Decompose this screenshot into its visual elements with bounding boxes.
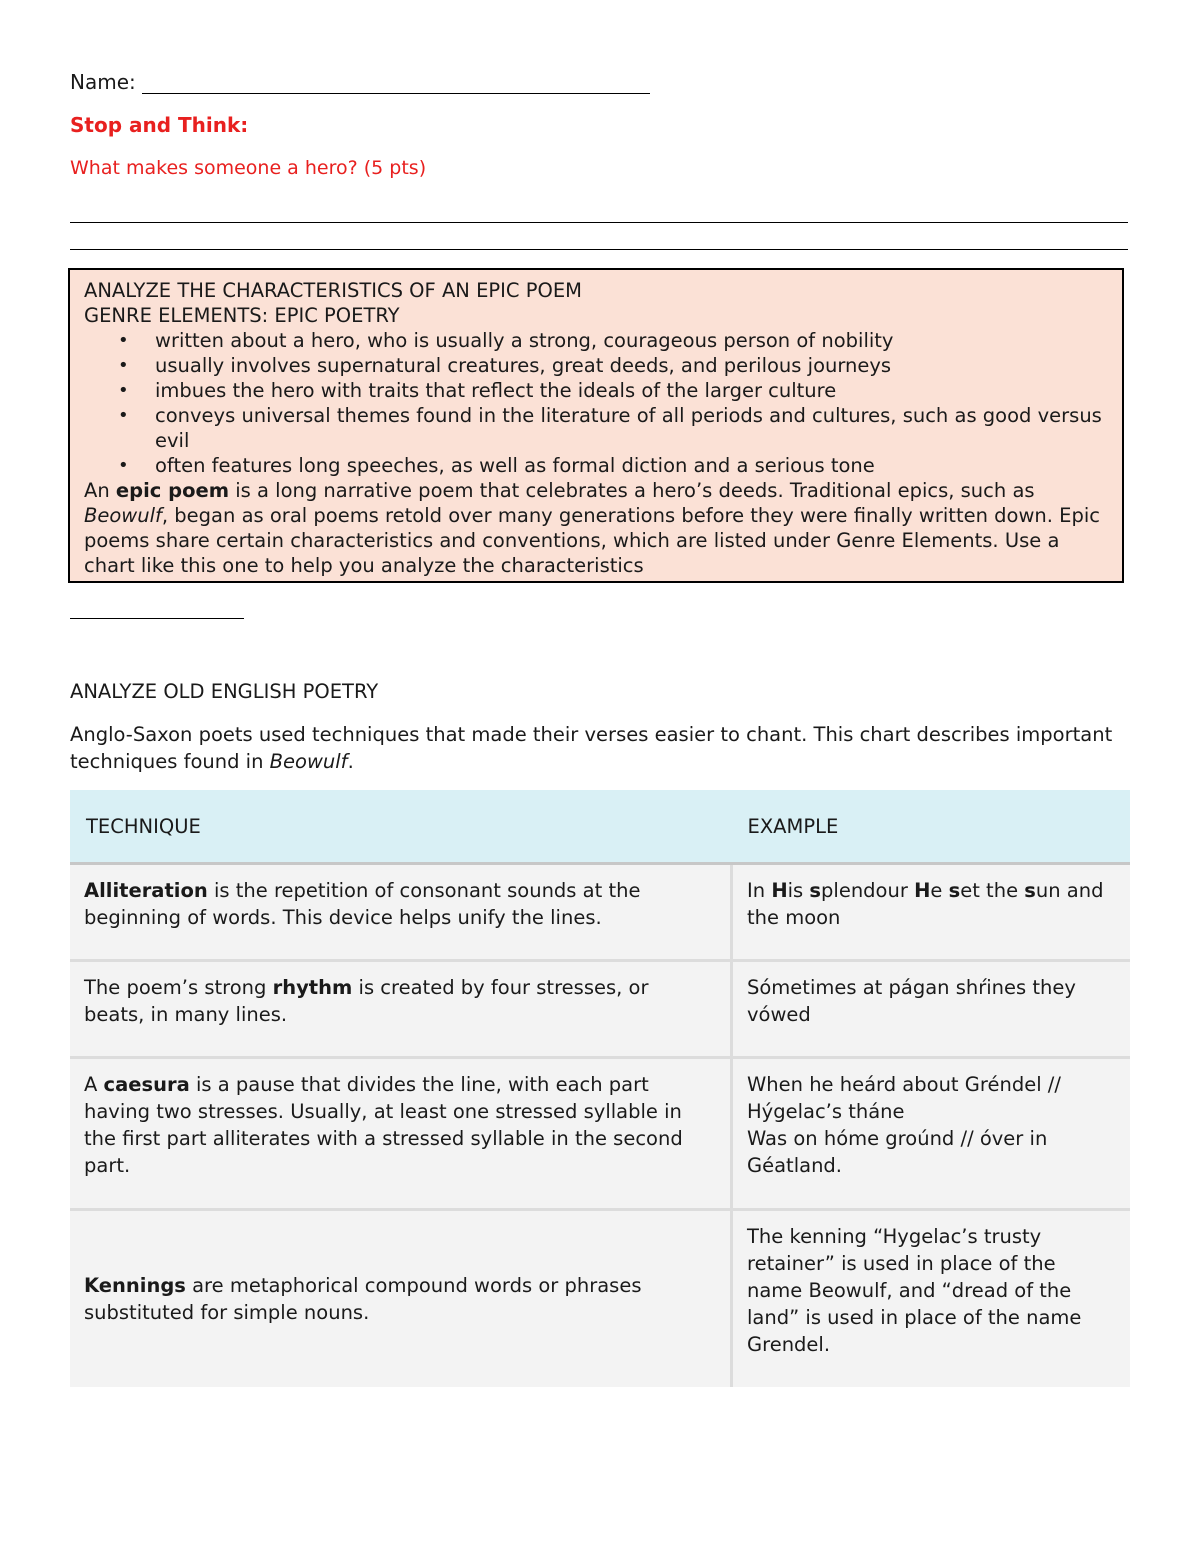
table-row bbox=[70, 961, 1130, 1058]
example-cell: The kenning “Hygelac’s trusty retainer” is used in place of the name Beowulf, and “dread of the land” is used in place of the name Grendel. bbox=[732, 1210, 1131, 1387]
bullet-icon: • bbox=[118, 380, 129, 401]
bullet-text: imbues the hero with traits that reflect the ideals of the larger culture bbox=[155, 379, 837, 402]
answer-line-2[interactable] bbox=[70, 249, 1128, 250]
epic-poem-term: epic poem bbox=[115, 479, 230, 502]
example-cell: Sómetimes at págan shŕines they vówed bbox=[732, 961, 1131, 1058]
short-divider-line bbox=[70, 618, 244, 619]
name-field-line[interactable] bbox=[142, 71, 650, 94]
list-item bbox=[84, 403, 1110, 453]
beowulf-title: Beowulf bbox=[269, 750, 348, 773]
bullet-text: usually involves supernatural creatures, great deeds, and perilous journeys bbox=[155, 354, 892, 377]
bullet-text: written about a hero, who is usually a strong, courageous person of nobility bbox=[155, 329, 894, 352]
list-item bbox=[84, 378, 1110, 403]
list-item bbox=[84, 328, 1110, 353]
bullet-icon: • bbox=[118, 405, 129, 426]
bullet-text: conveys universal themes found in the literature of all periods and cultures, such as good versus evil bbox=[155, 404, 1102, 452]
section-title: ANALYZE OLD ENGLISH POETRY bbox=[70, 680, 379, 703]
technique-cell: Alliteration is the repetition of consonant sounds at the beginning of words. This device helps unify the lines. bbox=[70, 864, 732, 961]
genre-elements-list bbox=[84, 328, 1110, 478]
table-header-row bbox=[70, 790, 1130, 864]
table-row bbox=[70, 864, 1130, 961]
section-intro: Anglo-Saxon poets used techniques that made their verses easier to chant. This chart describes important techniques found in Beowulf. bbox=[70, 723, 1113, 773]
bullet-icon: • bbox=[118, 355, 129, 376]
technique-cell: The poem’s strong rhythm is created by four stresses, or beats, in many lines. bbox=[70, 961, 732, 1058]
techniques-table bbox=[70, 790, 1130, 1387]
bullet-icon: • bbox=[118, 455, 129, 476]
beowulf-title: Beowulf bbox=[84, 504, 162, 527]
bullet-text: often features long speeches, as well as formal diction and a serious tone bbox=[155, 454, 875, 477]
bullet-icon: • bbox=[118, 330, 129, 351]
name-label: Name: bbox=[70, 70, 136, 94]
genre-elements-title: GENRE ELEMENTS: EPIC POETRY bbox=[84, 304, 400, 327]
technique-cell: Kennings are metaphorical compound words or phrases substituted for simple nouns. bbox=[70, 1210, 732, 1387]
example-cell: In His splendour He set the sun and the moon bbox=[732, 864, 1131, 961]
technique-cell: A caesura is a pause that divides the line, with each part having two stresses. Usually, at least one stressed syllable in the first part alliterates with a stressed syllable in the second part. bbox=[70, 1058, 732, 1210]
header-technique: TECHNIQUE bbox=[70, 790, 732, 864]
name-row bbox=[70, 70, 650, 94]
epic-poem-definition: An epic poem is a long narrative poem that celebrates a hero’s deeds. Traditional epics, such as Beowulf, began as oral poems retold over many generations before they were finally written down. Epic poems share certain characteristics and conventions, which are listed under Genre Elements. Use a chart like this one to help you analyze the characteristics bbox=[84, 479, 1101, 577]
table-row bbox=[70, 1058, 1130, 1210]
list-item bbox=[84, 353, 1110, 378]
answer-line-1[interactable] bbox=[70, 222, 1128, 223]
list-item bbox=[84, 453, 1110, 478]
epic-characteristics-box bbox=[68, 268, 1124, 583]
example-cell: When he heárd about Gréndel // Hýgelac’s tháne Was on hóme groúnd // óver in Géatland. bbox=[732, 1058, 1131, 1210]
epic-box-title: ANALYZE THE CHARACTERISTICS OF AN EPIC POEM bbox=[84, 279, 582, 302]
table-row bbox=[70, 1210, 1130, 1387]
hero-question: What makes someone a hero? (5 pts) bbox=[70, 157, 427, 179]
stop-and-think-title: Stop and Think: bbox=[70, 113, 249, 137]
header-example: EXAMPLE bbox=[732, 790, 1131, 864]
